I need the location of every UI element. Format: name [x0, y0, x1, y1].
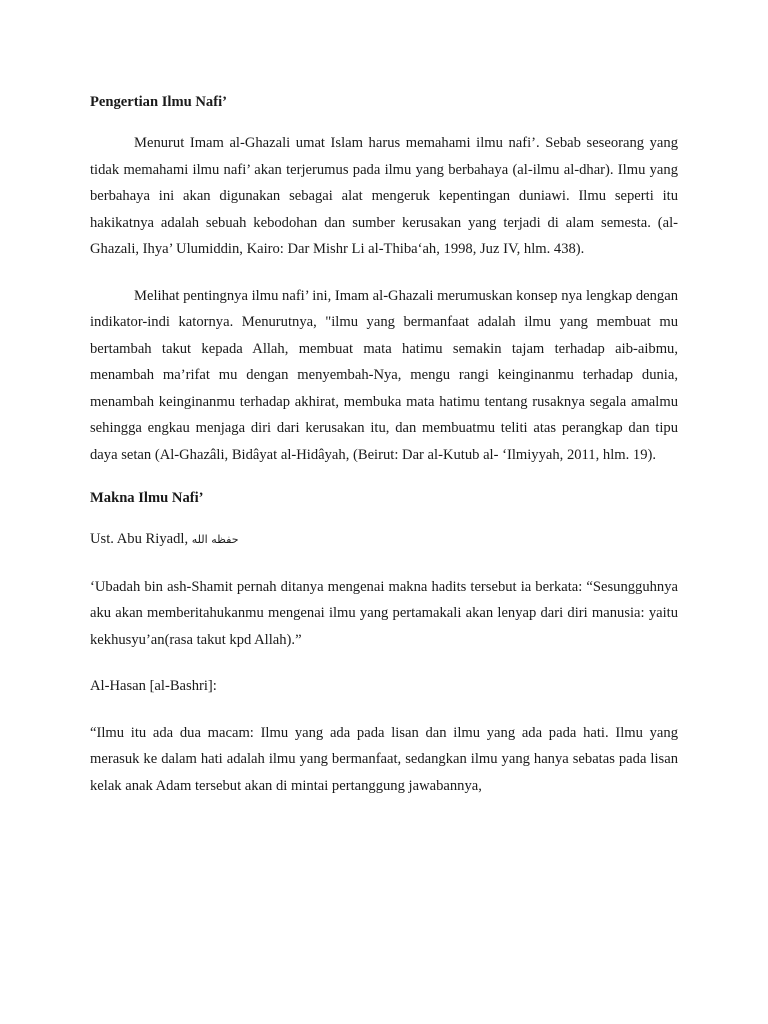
paragraph-ghazali-indicators: Melihat pentingnya ilmu nafi’ ini, Imam al-Ghazali merumuskan konsep nya lengkap dengan indikator-indi katornya. Menurutnya, "ilmu yang bermanfaat adalah ilmu yang membuat mu bertambah takut kepada Allah, membuat mata hatimu semakin tajam terhadap aib-aibmu, menambah ma’rifat mu dengan menyembah-Nya, mengu rangi keinginanmu terhadap dunia, menambah keinginanmu terhadap akhirat, membuka mata hatimu tentang rusaknya segala amalmu sehingga engkau menjaga diri dari kerusakan itu, dan membuatmu teliti atas perangkap dan tipu daya setan (Al-Ghazâli, Bidâyat al-Hidâyah, (Beirut: Dar al-Kutub al- ‘Ilmiyyah, 2011, hlm. 19). [90, 287, 678, 463]
author-honorific: حفظه الله [191, 533, 239, 546]
paragraph-hasan-quote: “Ilmu itu ada dua macam: Ilmu yang ada pada lisan dan ilmu yang ada pada hati. Ilmu yang merasuk ke dalam hati adalah ilmu yang bermanfaat, sedangkan ilmu yang hanya sebatas pada lisan kelak anak Adam tersebut akan di mintai pertanggung jawabannya, [90, 724, 678, 794]
author-line [90, 526, 678, 554]
source-attribution: Al-Hasan [al-Bashri]: [90, 678, 217, 694]
author-name: Ust. Abu Riyadl, [90, 531, 189, 547]
document-body [90, 92, 678, 819]
section-heading-makna: Makna Ilmu Nafi’ [90, 490, 204, 506]
section-heading-pengertian: Pengertian Ilmu Nafi’ [90, 94, 228, 110]
paragraph-ubadah-quote: ‘Ubadah bin ash-Shamit pernah ditanya mengenai makna hadits tersebut ia berkata: “Sesungguhnya aku akan memberitahukanmu mengenai ilmu yang pertamakali akan lenyap dari diri manusia: yaitu kekhusyu’an(rasa takut kpd Allah).” [90, 578, 678, 648]
paragraph-ghazali-definition: Menurut Imam al-Ghazali umat Islam harus memahami ilmu nafi’. Sebab seseorang yang tidak memahami ilmu nafi’ akan terjerumus pada ilmu yang berbahaya (al-ilmu al-dhar). Ilmu yang berbahaya ini akan digunakan sebagai alat mengeruk kepentingan duniawi. Ilmu seperti itu hakikatnya adalah sebuah kebodohan dan sumber kerusakan yang terjadi di alam semesta. (al-Ghazali, Ihya’ Ulumiddin, Kairo: Dar Mishr Li al-Thiba‘ah, 1998, Juz IV, hlm. 438). [90, 135, 678, 257]
